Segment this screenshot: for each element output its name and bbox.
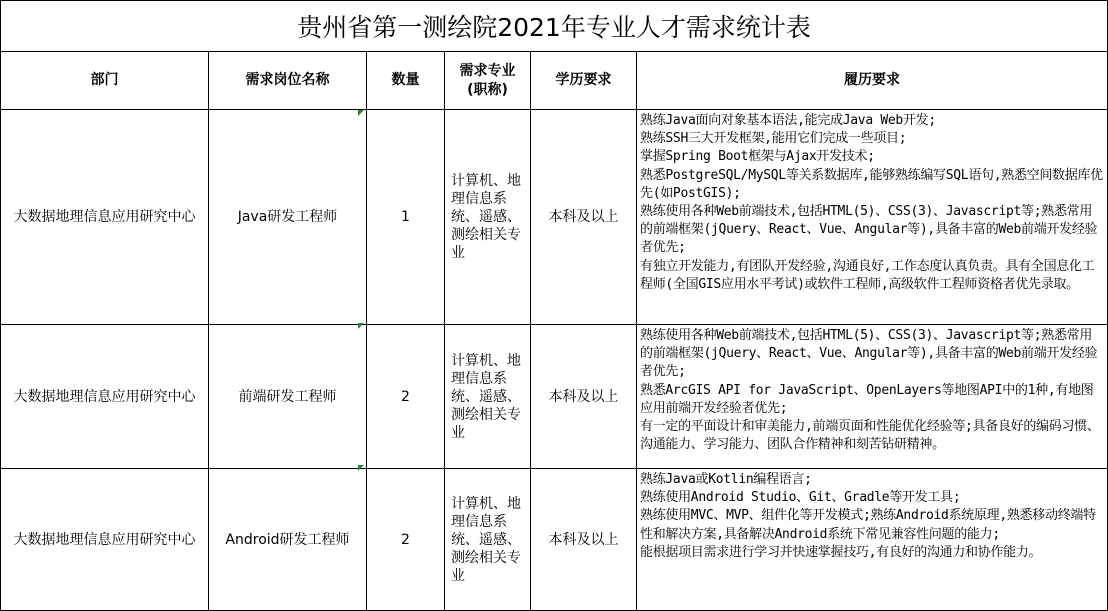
table-row	[1, 110, 1108, 325]
requirement-line: 熟练使用Android Studio、Git、Gradle等开发工具;	[640, 490, 961, 506]
requirement-line: 熟练SSH三大开发框架,能用它们完成一些项目;	[640, 131, 907, 147]
header-major-line1: 需求专业	[459, 62, 516, 79]
requirement-line: 能根据项目需求进行学习并快速掌握技巧,有良好的沟通力和协作能力。	[640, 544, 1042, 560]
cell-major[interactable]: 计算机、地理信息系统、遥感、测绘相关专业	[445, 325, 531, 469]
cell-count[interactable]: 2	[367, 325, 445, 469]
cell-count[interactable]: 2	[367, 469, 445, 611]
cell-education[interactable]: 本科及以上	[531, 469, 637, 611]
requirement-line: 有一定的平面设计和审美能力,前端页面和性能优化经验等;具备良好的编码习惯、沟通能力、学习能力、团队合作精神和刻苦钻研精神。	[640, 419, 1100, 453]
cell-dept[interactable]: 大数据地理信息应用研究中心	[1, 110, 209, 325]
requirement-line: 有独立开发能力,有团队开发经验,沟通良好,工作态度认真负责。具有全国息化工程师(全国GIS应用水平考试)或软件工程师,高级软件工程师资格者优先录取。	[640, 258, 1095, 292]
table-row	[1, 325, 1108, 469]
cell-major[interactable]: 计算机、地理信息系统、遥感、测绘相关专业	[445, 110, 531, 325]
table-row	[1, 469, 1108, 611]
header-position[interactable]: 需求岗位名称	[209, 52, 367, 110]
header-education[interactable]: 学历要求	[531, 52, 637, 110]
cell-comment-indicator	[358, 323, 364, 329]
header-resume[interactable]: 履历要求	[637, 52, 1108, 110]
cell-dept[interactable]: 大数据地理信息应用研究中心	[1, 325, 209, 469]
requirement-line: 熟悉PostgreSQL/MySQL等关系数据库,能够熟练编写SQL语句,熟悉空间数据库优先(如PostGIS);	[640, 167, 1103, 201]
cell-requirements[interactable]	[637, 110, 1108, 325]
requirement-line: 熟练Java面向对象基本语法,能完成Java Web开发;	[640, 113, 936, 128]
requirement-line: 熟悉ArcGIS API for JavaScript、OpenLayers等地图API中的1种,有地图应用前端开发经验者优先;	[640, 382, 1094, 416]
table-title: 贵州省第一测绘院2021年专业人才需求统计表	[1, 1, 1108, 52]
cell-position[interactable]: 前端研发工程师	[209, 325, 367, 469]
requirement-line: 熟练使用MVC、MVP、组件化等开发模式;熟练Android系统原理,熟悉移动终端特性和解决方案,具备解决Android系统下常见兼容性问题的能力;	[640, 508, 1096, 542]
cell-position[interactable]: Android研发工程师	[209, 469, 367, 611]
cell-comment-indicator	[358, 110, 364, 116]
header-major[interactable]	[445, 52, 531, 110]
cell-count[interactable]: 1	[367, 110, 445, 325]
header-count[interactable]: 数量	[367, 52, 445, 110]
requirement-line: 掌握Spring Boot框架与Ajax开发技术;	[640, 149, 875, 165]
cell-position[interactable]: Java研发工程师	[209, 110, 367, 325]
cell-requirements[interactable]	[637, 325, 1108, 469]
cell-major[interactable]: 计算机、地理信息系统、遥感、测绘相关专业	[445, 469, 531, 611]
cell-dept[interactable]: 大数据地理信息应用研究中心	[1, 469, 209, 611]
cell-education[interactable]: 本科及以上	[531, 110, 637, 325]
requirement-line: 熟练使用各种Web前端技术,包括HTML(5)、CSS(3)、Javascript等;熟悉常用的前端框架(jQuery、React、Vue、Angular等),具备丰富的Web前端开发经验者优先;	[640, 328, 1098, 380]
header-major-line2: (职称)	[467, 81, 508, 98]
cell-requirements[interactable]	[637, 469, 1108, 611]
cell-education[interactable]: 本科及以上	[531, 325, 637, 469]
header-dept[interactable]: 部门	[1, 52, 209, 110]
requirement-line: 熟练使用各种Web前端技术,包括HTML(5)、CSS(3)、Javascript等;熟悉常用的前端框架(jQuery、React、Vue、Angular等),具备丰富的Web前端开发经验者优先;	[640, 204, 1098, 256]
cell-comment-indicator	[358, 465, 364, 471]
requirement-line: 熟练Java或Kotlin编程语言;	[640, 472, 812, 487]
